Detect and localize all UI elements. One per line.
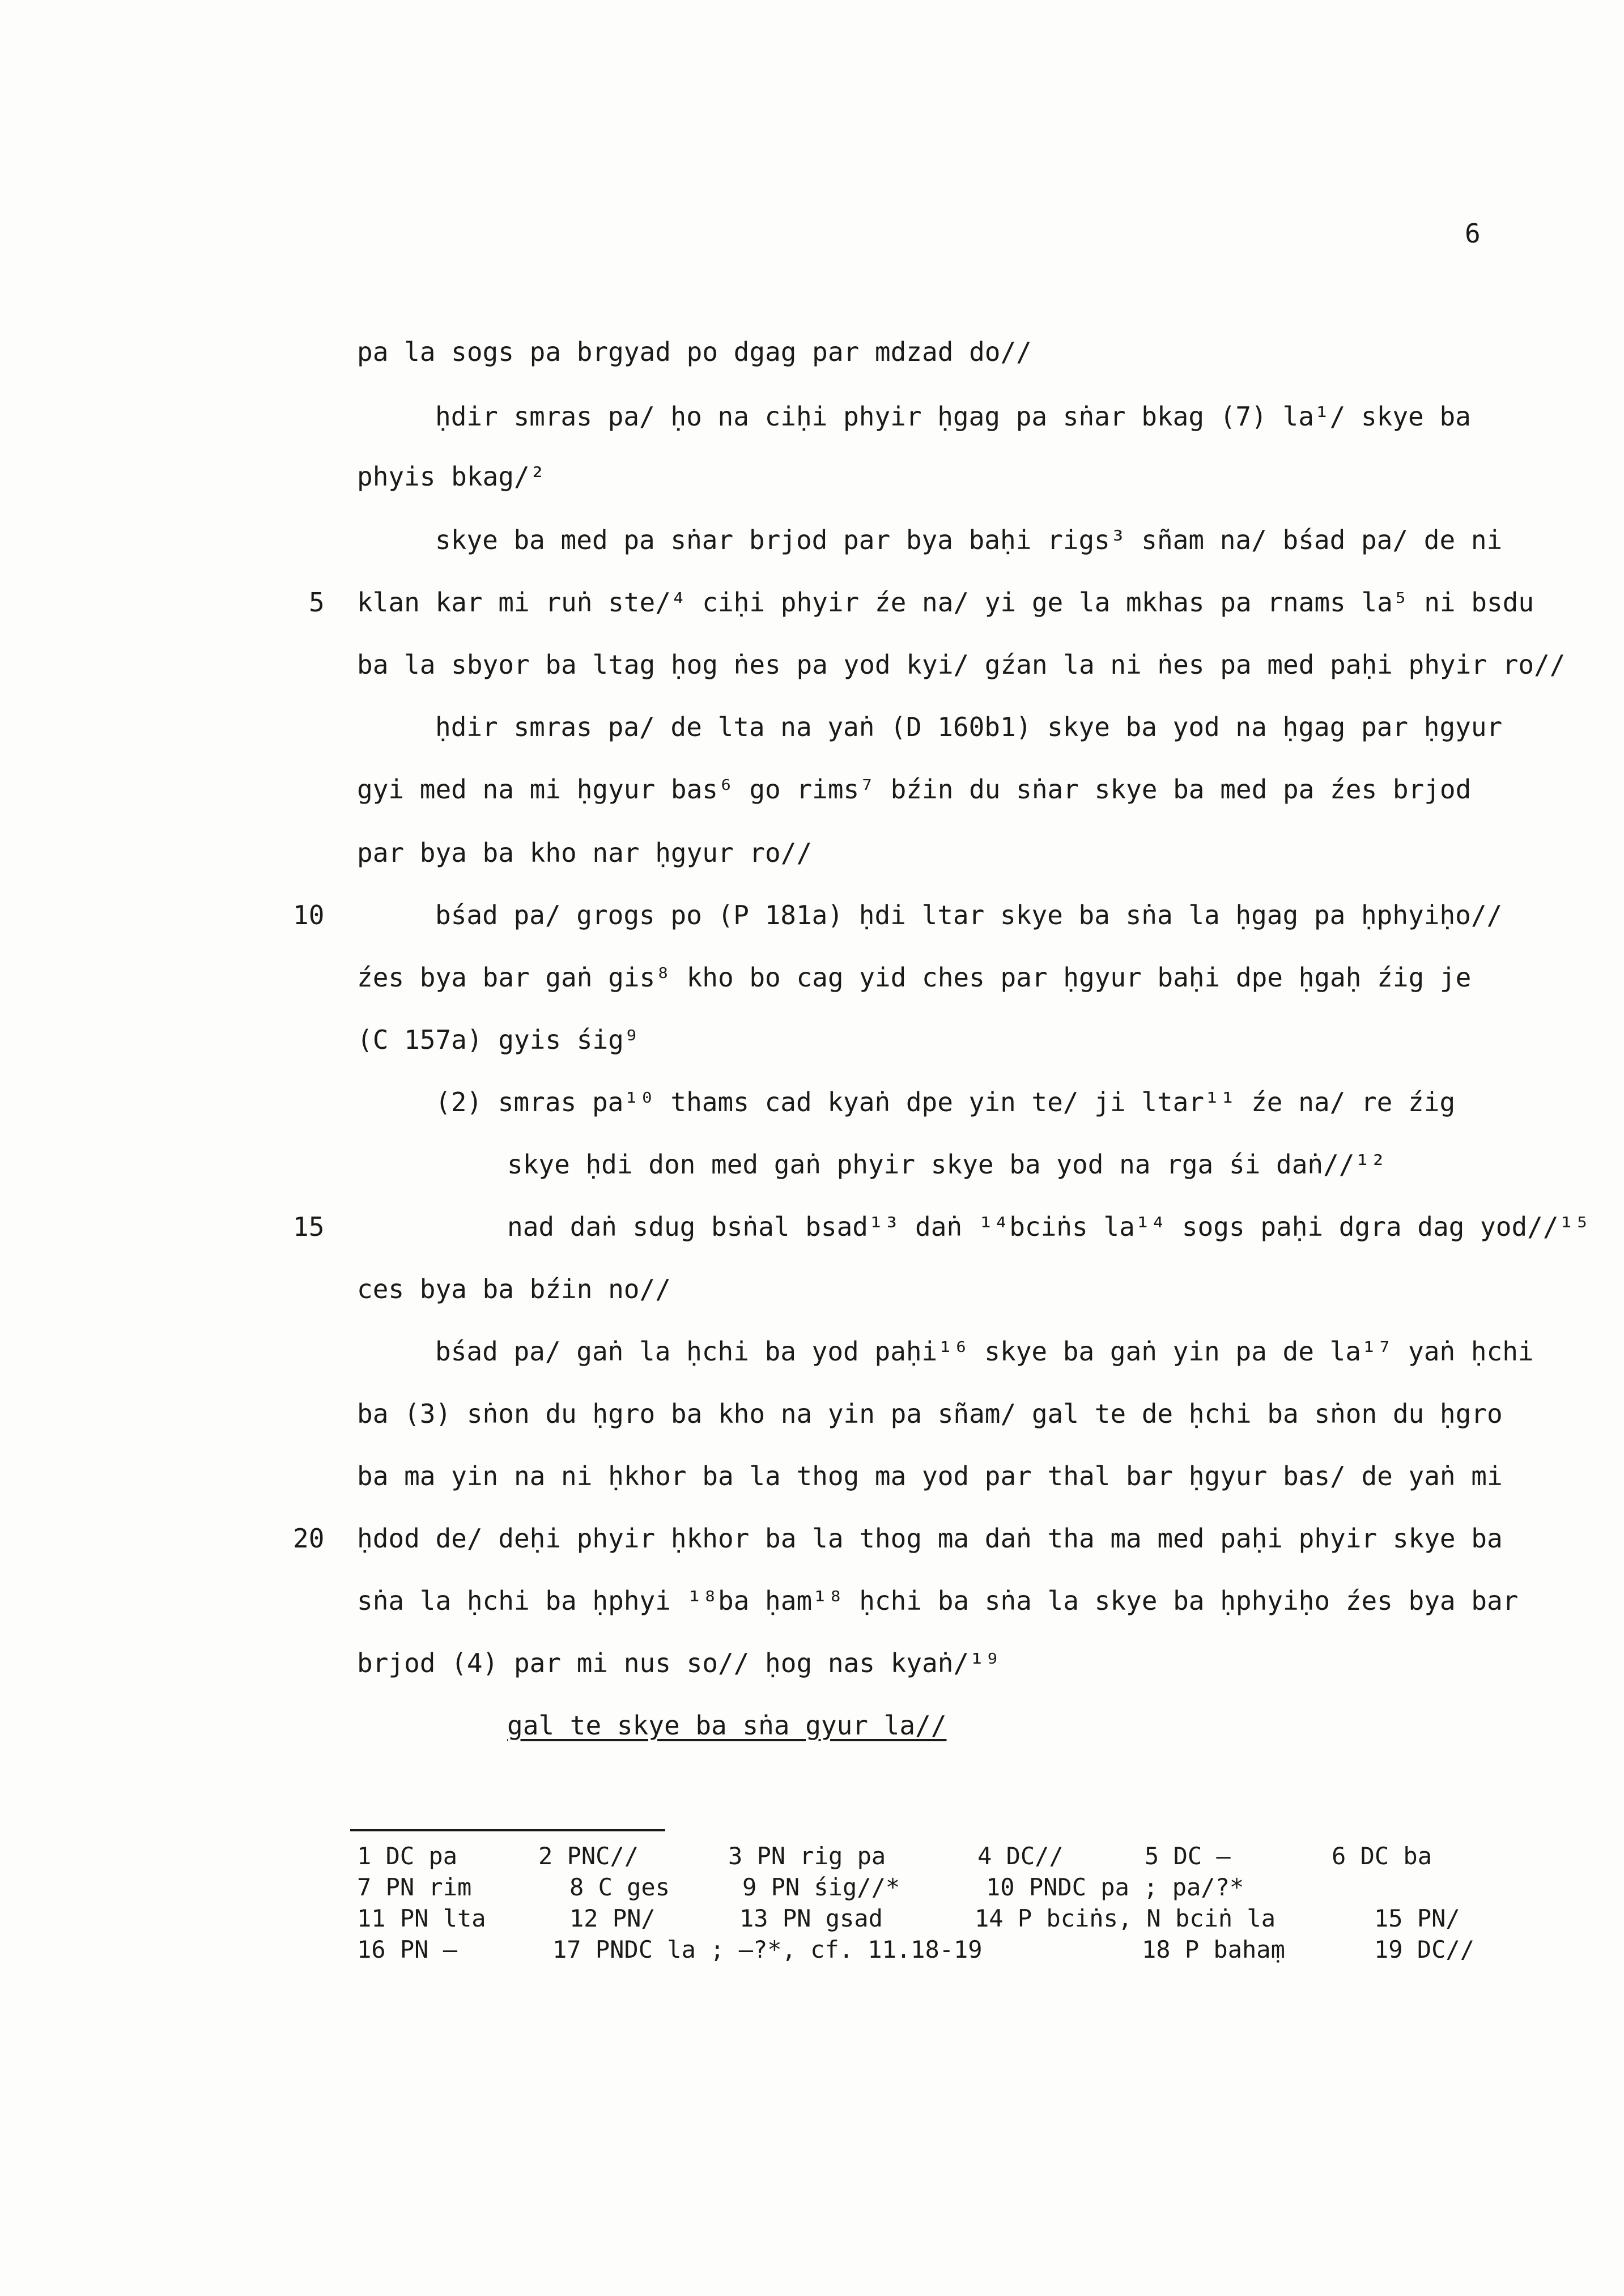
text-line: (2) smras pa¹⁰ thams cad kyaṅ dpe yin te/ ji ltar¹¹ źe na/ re źig: [435, 1087, 1456, 1117]
text-line: brjod (4) par mi nus so// ḥog nas kyaṅ/¹⁹: [357, 1648, 1001, 1678]
footnote: 13 PN gsad: [739, 1904, 883, 1932]
footnote: 11 PN lta: [357, 1904, 486, 1932]
text-line: sṅa la ḥchi ba ḥphyi ¹⁸ba ḥam¹⁸ ḥchi ba sṅa la skye ba ḥphyiḥo źes bya bar: [357, 1585, 1519, 1616]
footnote: 15 PN/: [1374, 1904, 1460, 1932]
text-line: ba ma yin na ni ḥkhor ba la thog ma yod par thal bar ḥgyur bas/ de yaṅ mi: [357, 1461, 1503, 1491]
footnote: 19 DC//: [1374, 1936, 1475, 1963]
verse-line: skye ḥdi don med gaṅ phyir skye ba yod na rga śi daṅ//¹²: [507, 1149, 1386, 1180]
line-number: 20: [293, 1523, 325, 1554]
footnote: 4 DC//: [977, 1842, 1064, 1870]
text-line: (C 157a) gyis śig⁹: [357, 1024, 640, 1055]
footnote: 1 DC pa: [357, 1842, 458, 1870]
footnote: 17 PNDC la ; —?*, cf. 11.18-19: [552, 1936, 983, 1963]
footnote: 7 PN rim: [357, 1873, 472, 1901]
footnote: 2 PNC//: [538, 1842, 639, 1870]
text-line: gyi med na mi ḥgyur bas⁶ go rims⁷ bźin du sṅar skye ba med pa źes brjod: [357, 774, 1472, 805]
footnote: 8 C ges: [569, 1873, 670, 1901]
text-line: phyis bkag/²: [357, 461, 546, 492]
verse-line-underlined: gal te skye ba sṅa gyur la//: [507, 1710, 947, 1741]
text-line: ba (3) sṅon du ḥgro ba kho na yin pa sñam/ gal te de ḥchi ba sṅon du ḥgro: [357, 1398, 1503, 1429]
text-line: źes bya bar gaṅ gis⁸ kho bo cag yid ches par ḥgyur baḥi dpe ḥgaḥ źig je: [357, 962, 1472, 993]
footnote: 16 PN —: [357, 1936, 458, 1963]
footnote: 9 PN śig//*: [742, 1873, 900, 1901]
text-line: ḥdod de/ deḥi phyir ḥkhor ba la thog ma daṅ tha ma med paḥi phyir skye ba: [357, 1523, 1503, 1554]
text-line: ces bya ba bźin no//: [357, 1274, 671, 1304]
footnote: 10 PNDC pa ; pa/?*: [986, 1873, 1244, 1901]
text-line: bśad pa/ gaṅ la ḥchi ba yod paḥi¹⁶ skye ba gaṅ yin pa de la¹⁷ yaṅ ḥchi: [435, 1336, 1534, 1367]
line-number: 15: [293, 1211, 325, 1242]
page-number: 6: [1465, 218, 1481, 249]
line-number: 5: [309, 587, 325, 618]
text-line: ba la sbyor ba ltag ḥog ṅes pa yod kyi/ gźan la ni ṅes pa med paḥi phyir ro//: [357, 649, 1566, 680]
text-line: ḥdir smras pa/ ḥo na ciḥi phyir ḥgag pa sṅar bkag (7) la¹/ skye ba: [435, 401, 1471, 432]
footnote-rule: [350, 1829, 665, 1831]
text-line: klan kar mi ruṅ ste/⁴ ciḥi phyir źe na/ yi ge la mkhas pa rnams la⁵ ni bsdu: [357, 587, 1534, 618]
text-line: skye ba med pa sṅar brjod par bya baḥi rigs³ sñam na/ bśad pa/ de ni: [435, 525, 1503, 555]
verse-line: nad daṅ sdug bsṅal bsad¹³ daṅ ¹⁴bciṅs la¹⁴ sogs paḥi dgra dag yod//¹⁵: [507, 1211, 1590, 1242]
line-number: 10: [293, 900, 325, 930]
footnote: 12 PN/: [569, 1904, 656, 1932]
footnote: 3 PN rig pa: [728, 1842, 886, 1870]
footnote: 14 P bciṅs, N bciṅ la: [975, 1904, 1276, 1932]
text-line: bśad pa/ grogs po (P 181a) ḥdi ltar skye ba sṅa la ḥgag pa ḥphyiḥo//: [435, 900, 1503, 930]
footnote: 6 DC ba: [1332, 1842, 1432, 1870]
text-line: pa la sogs pa brgyad po dgag par mdzad do//: [357, 337, 1032, 367]
footnote: 5 DC —: [1145, 1842, 1231, 1870]
text-line: par bya ba kho nar ḥgyur ro//: [357, 837, 813, 868]
text-line: ḥdir smras pa/ de lta na yaṅ (D 160b1) skye ba yod na ḥgag par ḥgyur: [435, 712, 1503, 742]
footnote: 18 P bahaṃ: [1142, 1936, 1285, 1963]
